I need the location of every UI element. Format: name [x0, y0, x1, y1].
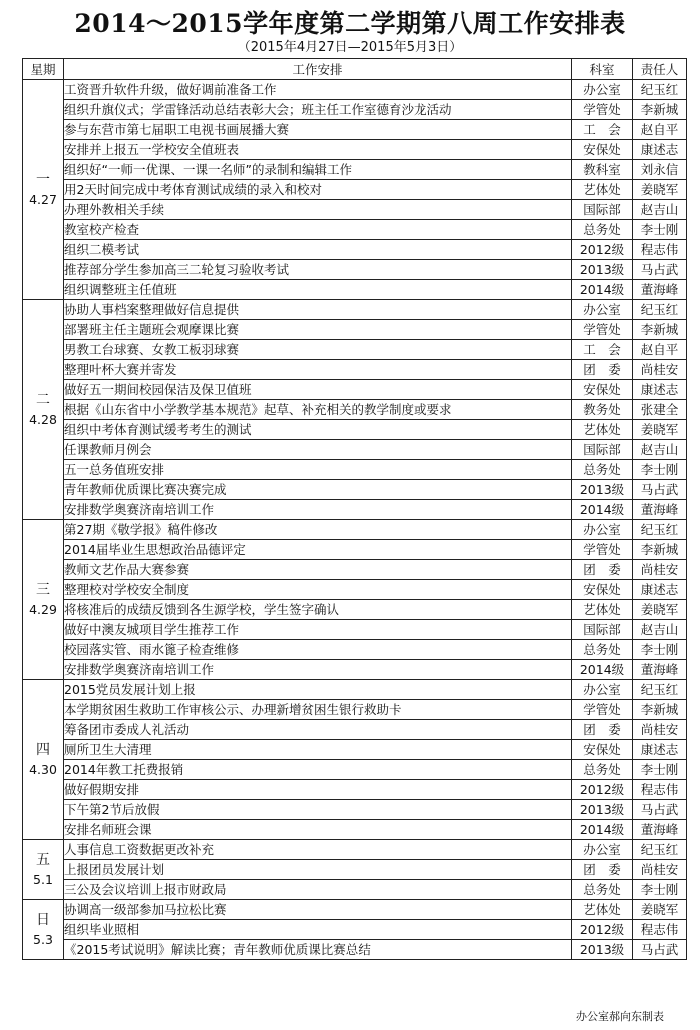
- task-cell: 教室校产检查: [64, 220, 572, 240]
- task-cell: 教师文艺作品大赛参赛: [64, 560, 572, 580]
- dept-cell: 艺体处: [572, 900, 633, 920]
- table-row: [23, 320, 687, 340]
- weekday-name: 五: [36, 851, 50, 868]
- responsible-cell: 姜晓军: [633, 420, 687, 440]
- dept-cell: 2013级: [572, 940, 633, 960]
- responsible-cell: 李新城: [633, 540, 687, 560]
- task-cell: 协调高一级部参加马拉松比赛: [64, 900, 572, 920]
- table-row: [23, 520, 687, 540]
- dept-cell: 学管处: [572, 700, 633, 720]
- responsible-cell: 康述志: [633, 380, 687, 400]
- table-row: [23, 340, 687, 360]
- dept-cell: 总务处: [572, 880, 633, 900]
- header-responsible: 责任人: [633, 59, 687, 80]
- dept-cell: 总务处: [572, 220, 633, 240]
- responsible-cell: 尚桂安: [633, 860, 687, 880]
- responsible-cell: 李士刚: [633, 760, 687, 780]
- table-row: [23, 580, 687, 600]
- dept-cell: 办公室: [572, 840, 633, 860]
- task-cell: 整理校对学校安全制度: [64, 580, 572, 600]
- dept-cell: 国际部: [572, 440, 633, 460]
- responsible-cell: 董海峰: [633, 660, 687, 680]
- task-cell: 工资晋升软件升级，做好调前准备工作: [64, 80, 572, 100]
- task-cell: 三公及会议培训上报市财政局: [64, 880, 572, 900]
- weekday-name: 三: [36, 581, 50, 598]
- task-cell: 青年教师优质课比赛决赛完成: [64, 480, 572, 500]
- dept-cell: 总务处: [572, 460, 633, 480]
- table-row: [23, 620, 687, 640]
- responsible-cell: 康述志: [633, 740, 687, 760]
- table-row: [23, 740, 687, 760]
- task-cell: 办理外教相关手续: [64, 200, 572, 220]
- task-cell: 上报团员发展计划: [64, 860, 572, 880]
- task-cell: 组织调整班主任值班: [64, 280, 572, 300]
- dept-cell: 2014级: [572, 820, 633, 840]
- responsible-cell: 李新城: [633, 100, 687, 120]
- task-cell: 厕所卫生大清理: [64, 740, 572, 760]
- task-cell: 安排名师班会课: [64, 820, 572, 840]
- date-range-subtitle: （2015年4月27日—2015年5月3日）: [237, 40, 463, 55]
- responsible-cell: 赵吉山: [633, 620, 687, 640]
- task-cell: 做好五一期间校园保洁及保卫值班: [64, 380, 572, 400]
- responsible-cell: 尚桂安: [633, 360, 687, 380]
- table-row: [23, 780, 687, 800]
- table-row: [23, 220, 687, 240]
- table-row: [23, 80, 687, 100]
- table-row: [23, 920, 687, 940]
- responsible-cell: 纪玉红: [633, 680, 687, 700]
- task-cell: 2014年教工托费报销: [64, 760, 572, 780]
- table-row: [23, 540, 687, 560]
- dept-cell: 办公室: [572, 520, 633, 540]
- responsible-cell: 纪玉红: [633, 840, 687, 860]
- weekday-date: 4.29: [29, 601, 57, 617]
- weekday-cell: [23, 840, 64, 900]
- responsible-cell: 李士刚: [633, 460, 687, 480]
- table-row: [23, 160, 687, 180]
- task-cell: 组织好“一师一优课、一课一名师”的录制和编辑工作: [64, 160, 572, 180]
- dept-cell: 工 会: [572, 340, 633, 360]
- responsible-cell: 李士刚: [633, 640, 687, 660]
- table-row: [23, 100, 687, 120]
- table-row: [23, 180, 687, 200]
- task-cell: 参与东营市第七届职工电视书画展播大赛: [64, 120, 572, 140]
- dept-cell: 2014级: [572, 280, 633, 300]
- weekday-date: 5.1: [33, 871, 53, 887]
- responsible-cell: 李士刚: [633, 880, 687, 900]
- table-row: [23, 840, 687, 860]
- task-cell: 做好中澳友城项目学生推荐工作: [64, 620, 572, 640]
- dept-cell: 总务处: [572, 640, 633, 660]
- responsible-cell: 董海峰: [633, 500, 687, 520]
- responsible-cell: 姜晓军: [633, 600, 687, 620]
- table-row: [23, 500, 687, 520]
- responsible-cell: 赵自平: [633, 340, 687, 360]
- responsible-cell: 尚桂安: [633, 720, 687, 740]
- responsible-cell: 赵吉山: [633, 440, 687, 460]
- weekday-date: 4.28: [29, 411, 57, 427]
- dept-cell: 艺体处: [572, 420, 633, 440]
- responsible-cell: 康述志: [633, 140, 687, 160]
- dept-cell: 学管处: [572, 540, 633, 560]
- weekday-name: 一: [36, 171, 50, 188]
- table-row: [23, 200, 687, 220]
- responsible-cell: 康述志: [633, 580, 687, 600]
- task-cell: 人事信息工资数据更改补充: [64, 840, 572, 860]
- table-row: [23, 420, 687, 440]
- weekday-name: 日: [36, 911, 50, 928]
- responsible-cell: 程志伟: [633, 240, 687, 260]
- responsible-cell: 姜晓军: [633, 900, 687, 920]
- task-cell: 将核准后的成绩反馈到各生源学校，学生签字确认: [64, 600, 572, 620]
- table-row: [23, 140, 687, 160]
- dept-cell: 团 委: [572, 360, 633, 380]
- table-row: [23, 300, 687, 320]
- dept-cell: 总务处: [572, 760, 633, 780]
- table-row: [23, 460, 687, 480]
- task-cell: 五一总务值班安排: [64, 460, 572, 480]
- dept-cell: 安保处: [572, 140, 633, 160]
- task-cell: 整理叶杯大赛并寄发: [64, 360, 572, 380]
- weekday-date: 4.30: [29, 761, 57, 777]
- responsible-cell: 赵自平: [633, 120, 687, 140]
- table-row: [23, 560, 687, 580]
- table-header-row: [23, 59, 687, 80]
- table-row: [23, 720, 687, 740]
- responsible-cell: 纪玉红: [633, 520, 687, 540]
- dept-cell: 2013级: [572, 260, 633, 280]
- table-row: [23, 760, 687, 780]
- task-cell: 协助人事档案整理做好信息提供: [64, 300, 572, 320]
- task-cell: 组织二模考试: [64, 240, 572, 260]
- dept-cell: 艺体处: [572, 180, 633, 200]
- dept-cell: 团 委: [572, 720, 633, 740]
- task-cell: 组织升旗仪式；学雷锋活动总结表彰大会；班主任工作室德育沙龙活动: [64, 100, 572, 120]
- task-cell: 用2天时间完成中考体育测试成绩的录入和校对: [64, 180, 572, 200]
- responsible-cell: 纪玉红: [633, 300, 687, 320]
- responsible-cell: 李新城: [633, 320, 687, 340]
- dept-cell: 教务处: [572, 400, 633, 420]
- schedule-body: [23, 80, 687, 960]
- task-cell: 校园落实管、雨水篦子检查维修: [64, 640, 572, 660]
- task-cell: 安排数学奥赛济南培训工作: [64, 660, 572, 680]
- task-cell: 本学期贫困生救助工作审核公示、办理新增贫困生银行救助卡: [64, 700, 572, 720]
- weekday-cell: [23, 520, 64, 680]
- dept-cell: 工 会: [572, 120, 633, 140]
- responsible-cell: 刘永信: [633, 160, 687, 180]
- responsible-cell: 李士刚: [633, 220, 687, 240]
- table-row: [23, 800, 687, 820]
- dept-cell: 团 委: [572, 860, 633, 880]
- dept-cell: 2013级: [572, 800, 633, 820]
- task-cell: 推荐部分学生参加高三二轮复习验收考试: [64, 260, 572, 280]
- dept-cell: 国际部: [572, 200, 633, 220]
- task-cell: 组织中考体育测试缓考考生的测试: [64, 420, 572, 440]
- header-day: 星期: [23, 59, 64, 80]
- dept-cell: 安保处: [572, 580, 633, 600]
- weekday-cell: [23, 300, 64, 520]
- responsible-cell: 张建全: [633, 400, 687, 420]
- task-cell: 组织毕业照相: [64, 920, 572, 940]
- task-cell: 第27期《敬学报》稿件修改: [64, 520, 572, 540]
- footer-credit: 办公室郝向东制表: [576, 1010, 664, 1023]
- table-row: [23, 700, 687, 720]
- weekday-cell: [23, 680, 64, 840]
- responsible-cell: 马占武: [633, 940, 687, 960]
- table-row: [23, 600, 687, 620]
- task-cell: 2015党员发展计划上报: [64, 680, 572, 700]
- responsible-cell: 董海峰: [633, 280, 687, 300]
- schedule-table: [22, 58, 687, 960]
- weekday-date: 5.3: [33, 931, 53, 947]
- weekday-cell: [23, 900, 64, 960]
- responsible-cell: 马占武: [633, 260, 687, 280]
- table-row: [23, 880, 687, 900]
- dept-cell: 安保处: [572, 740, 633, 760]
- header-task: 工作安排: [64, 59, 572, 80]
- dept-cell: 2013级: [572, 480, 633, 500]
- dept-cell: 2012级: [572, 920, 633, 940]
- responsible-cell: 纪玉红: [633, 80, 687, 100]
- dept-cell: 2014级: [572, 660, 633, 680]
- dept-cell: 办公室: [572, 300, 633, 320]
- task-cell: 《2015考试说明》解读比赛；青年教师优质课比赛总结: [64, 940, 572, 960]
- responsible-cell: 尚桂安: [633, 560, 687, 580]
- dept-cell: 2012级: [572, 240, 633, 260]
- task-cell: 任课教师月例会: [64, 440, 572, 460]
- dept-cell: 教科室: [572, 160, 633, 180]
- table-row: [23, 400, 687, 420]
- responsible-cell: 程志伟: [633, 920, 687, 940]
- table-row: [23, 120, 687, 140]
- dept-cell: 办公室: [572, 80, 633, 100]
- task-cell: 筹备团市委成人礼活动: [64, 720, 572, 740]
- table-row: [23, 360, 687, 380]
- dept-cell: 2012级: [572, 780, 633, 800]
- dept-cell: 团 委: [572, 560, 633, 580]
- dept-cell: 学管处: [572, 100, 633, 120]
- responsible-cell: 程志伟: [633, 780, 687, 800]
- dept-cell: 办公室: [572, 680, 633, 700]
- responsible-cell: 马占武: [633, 800, 687, 820]
- table-row: [23, 380, 687, 400]
- task-cell: 男教工台球赛、女教工板羽球赛: [64, 340, 572, 360]
- weekday-name: 二: [36, 391, 50, 408]
- task-cell: 部署班主任主题班会观摩课比赛: [64, 320, 572, 340]
- dept-cell: 国际部: [572, 620, 633, 640]
- table-row: [23, 680, 687, 700]
- header-dept: 科室: [572, 59, 633, 80]
- dept-cell: 2014级: [572, 500, 633, 520]
- task-cell: 安排并上报五一学校安全值班表: [64, 140, 572, 160]
- task-cell: 2014届毕业生思想政治品德评定: [64, 540, 572, 560]
- responsible-cell: 赵吉山: [633, 200, 687, 220]
- dept-cell: 艺体处: [572, 600, 633, 620]
- table-row: [23, 480, 687, 500]
- responsible-cell: 马占武: [633, 480, 687, 500]
- table-row: [23, 860, 687, 880]
- table-row: [23, 240, 687, 260]
- task-cell: 安排数学奥赛济南培训工作: [64, 500, 572, 520]
- weekday-cell: [23, 80, 64, 300]
- table-row: [23, 640, 687, 660]
- task-cell: 下午第2节后放假: [64, 800, 572, 820]
- weekday-name: 四: [36, 741, 50, 758]
- table-row: [23, 260, 687, 280]
- task-cell: 根据《山东省中小学教学基本规范》起草、补充相关的教学制度或要求: [64, 400, 572, 420]
- table-row: [23, 440, 687, 460]
- page-title: 2014～2015学年度第二学期第八周工作安排表: [74, 9, 626, 38]
- responsible-cell: 姜晓军: [633, 180, 687, 200]
- weekday-date: 4.27: [29, 191, 57, 207]
- responsible-cell: 李新城: [633, 700, 687, 720]
- dept-cell: 学管处: [572, 320, 633, 340]
- table-row: [23, 820, 687, 840]
- table-row: [23, 940, 687, 960]
- dept-cell: 安保处: [572, 380, 633, 400]
- responsible-cell: 董海峰: [633, 820, 687, 840]
- table-row: [23, 900, 687, 920]
- task-cell: 做好假期安排: [64, 780, 572, 800]
- table-row: [23, 660, 687, 680]
- table-row: [23, 280, 687, 300]
